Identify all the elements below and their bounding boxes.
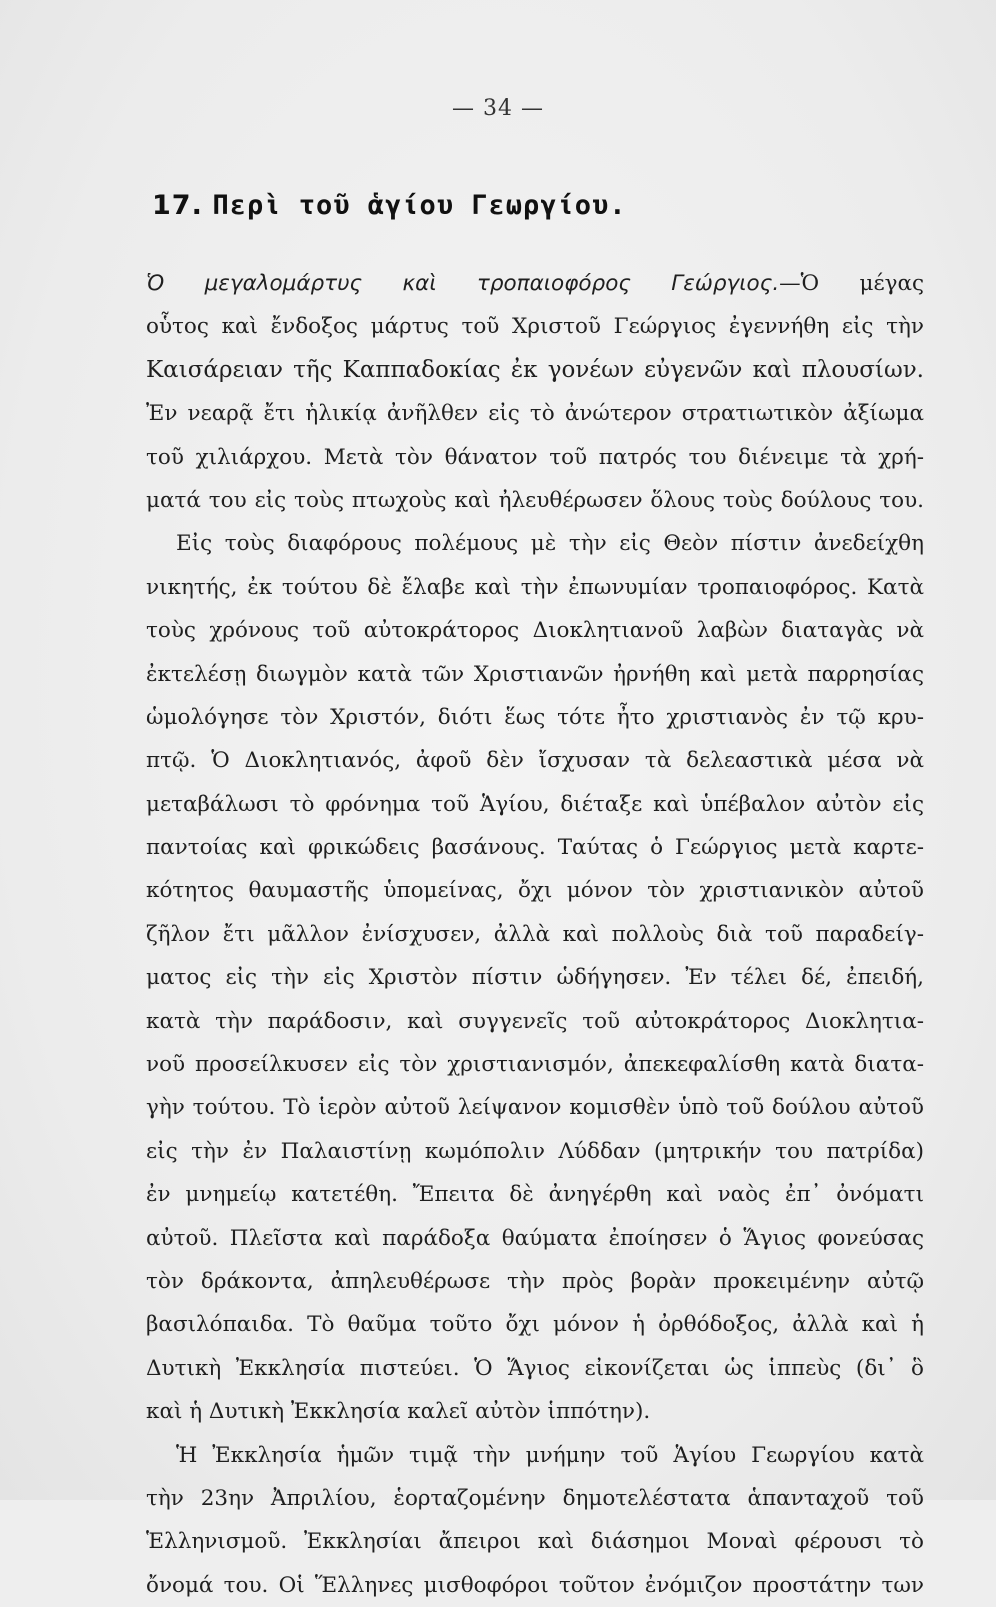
text-line: οὗτος καὶ ἔνδοξος μάρτυς τοῦ Χριστοῦ Γεώργιος ἐγεννήθη εἰς τὴν xyxy=(146,314,924,340)
text-line: αὐτοῦ. Πλεῖστα καὶ παράδοξα θαύματα ἐποίησεν ὁ Ἅγιος φονεύσας xyxy=(146,1225,924,1251)
text-line: εἰς τὴν ἐν Παλαιστίνῃ κωμόπολιν Λύδδαν (μητρικήν του πατρίδα) xyxy=(146,1138,924,1164)
text-line: ζῆλον ἔτι μᾶλλον ἐνίσχυσεν, ἀλλὰ καὶ πολλοὺς διὰ τοῦ παραδείγ- xyxy=(146,921,924,947)
text-line: Καισάρειαν τῆς Καππαδοκίας ἐκ γονέων εὐγενῶν καὶ πλουσίων. xyxy=(146,356,924,383)
text-line: Δυτικὴ Ἐκκλησία πιστεύει. Ὁ Ἅγιος εἰκονίζεται ὡς ἱππεὺς (δι᾽ ὃ xyxy=(146,1355,924,1381)
text-line: νικητής, ἐκ τούτου δὲ ἔλαβε καὶ τὴν ἐπωνυμίαν τροπαιοφόρος. Κατὰ xyxy=(146,574,924,600)
text-line: πτῷ. Ὁ Διοκλητιανός, ἀφοῦ δὲν ἴσχυσαν τὰ δελεαστικὰ μέσα νὰ xyxy=(146,748,924,774)
text-line: ματος εἰς τὴν εἰς Χριστὸν πίστιν ὡδήγησεν. Ἐν τέλει δέ, ἐπειδή, xyxy=(146,965,924,991)
text-line: τὴν 23ην Ἀπριλίου, ἑορταζομένην δημοτελέστατα ἁπανταχοῦ τοῦ xyxy=(146,1485,924,1511)
text-line: παντοίας καὶ φρικώδεις βασάνους. Ταύτας ὁ Γεώργιος μετὰ καρτε- xyxy=(146,835,924,861)
text-line xyxy=(146,262,924,305)
text-line-fragment: —Ὁ μέγας xyxy=(779,271,925,296)
text-line: τοῦ χιλιάρχου. Μετὰ τὸν θάνατον τοῦ πατρός του διένειμε τὰ χρή- xyxy=(146,444,924,470)
text-line: ὄνομά του. Οἱ Ἕλληνες μισθοφόροι τοῦτον ἐνόμιζον προστάτην των xyxy=(146,1572,924,1598)
text-line: τὸν δράκοντα, ἀπηλευθέρωσε τὴν πρὸς βορὰν προκειμένην αὐτῷ xyxy=(146,1268,924,1294)
section-title: Περὶ τοῦ ἁγίου Γεωργίου. xyxy=(212,190,627,221)
text-line: κότητος θαυμαστῆς ὑπομείνας, ὄχι μόνον τὸν χριστιανικὸν αὐτοῦ xyxy=(146,878,924,904)
text-line: καὶ ἡ Δυτικὴ Ἐκκλησία καλεῖ αὐτὸν ἱππότην). xyxy=(146,1399,651,1425)
text-line: Εἰς τοὺς διαφόρους πολέμους μὲ τὴν εἰς Θεὸν πίστιν ἀνεδείχθη xyxy=(176,531,924,557)
page-number: — 34 — xyxy=(452,96,544,121)
text-line: ἐκτελέσῃ διωγμὸν κατὰ τῶν Χριστιανῶν ἠρνήθη καὶ μετὰ παρρησίας xyxy=(146,661,924,687)
text-line: ἐν μνημείῳ κατετέθη. Ἔπειτα δὲ ἀνηγέρθη καὶ ναὸς ἐπ᾽ ὀνόματι xyxy=(146,1182,924,1208)
text-line: τοὺς χρόνους τοῦ αὐτοκράτορος Διοκλητιανοῦ λαβὼν διαταγὰς νὰ xyxy=(146,618,924,644)
text-line: ματά του εἰς τοὺς πτωχοὺς καὶ ἠλευθέρωσεν ὅλους τοὺς δούλους του. xyxy=(146,487,924,513)
lead-heading: Ὁ μεγαλομάρτυς καὶ τροπαιοφόρος Γεώργιος. xyxy=(146,271,780,296)
section-number: 17. xyxy=(152,190,203,221)
body-text xyxy=(146,262,924,1607)
text-line: Ἑλληνισμοῦ. Ἐκκλησίαι ἄπειροι καὶ διάσημοι Μοναὶ φέρουσι τὸ xyxy=(146,1529,924,1555)
text-line: Ἐν νεαρᾷ ἔτι ἡλικίᾳ ἀνῆλθεν εἰς τὸ ἀνώτερον στρατιωτικὸν ἀξίωμα xyxy=(146,401,924,427)
text-line: νοῦ προσείλκυσεν εἰς τὸν χριστιανισμόν, ἀπεκεφαλίσθη κατὰ διατα- xyxy=(146,1052,924,1078)
text-line: γὴν τούτου. Τὸ ἱερὸν αὐτοῦ λείψανον κομισθὲν ὑπὸ τοῦ δούλου αὐτοῦ xyxy=(146,1095,924,1121)
text-line: μεταβάλωσι τὸ φρόνημα τοῦ Ἁγίου, διέταξε καὶ ὑπέβαλον αὐτὸν εἰς xyxy=(146,791,924,817)
text-line: Ἡ Ἐκκλησία ἡμῶν τιμᾷ τὴν μνήμην τοῦ Ἁγίου Γεωργίου κατὰ xyxy=(176,1442,924,1468)
section-heading xyxy=(152,190,627,221)
text-line: ὡμολόγησε τὸν Χριστόν, διότι ἕως τότε ἦτο χριστιανὸς ἐν τῷ κρυ- xyxy=(146,704,924,730)
text-line: κατὰ τὴν παράδοσιν, καὶ συγγενεῖς τοῦ αὐτοκράτορος Διοκλητια- xyxy=(146,1008,924,1034)
text-line: βασιλόπαιδα. Τὸ θαῦμα τοῦτο ὄχι μόνον ἡ ὀρθόδοξος, ἀλλὰ καὶ ἡ xyxy=(146,1312,924,1338)
